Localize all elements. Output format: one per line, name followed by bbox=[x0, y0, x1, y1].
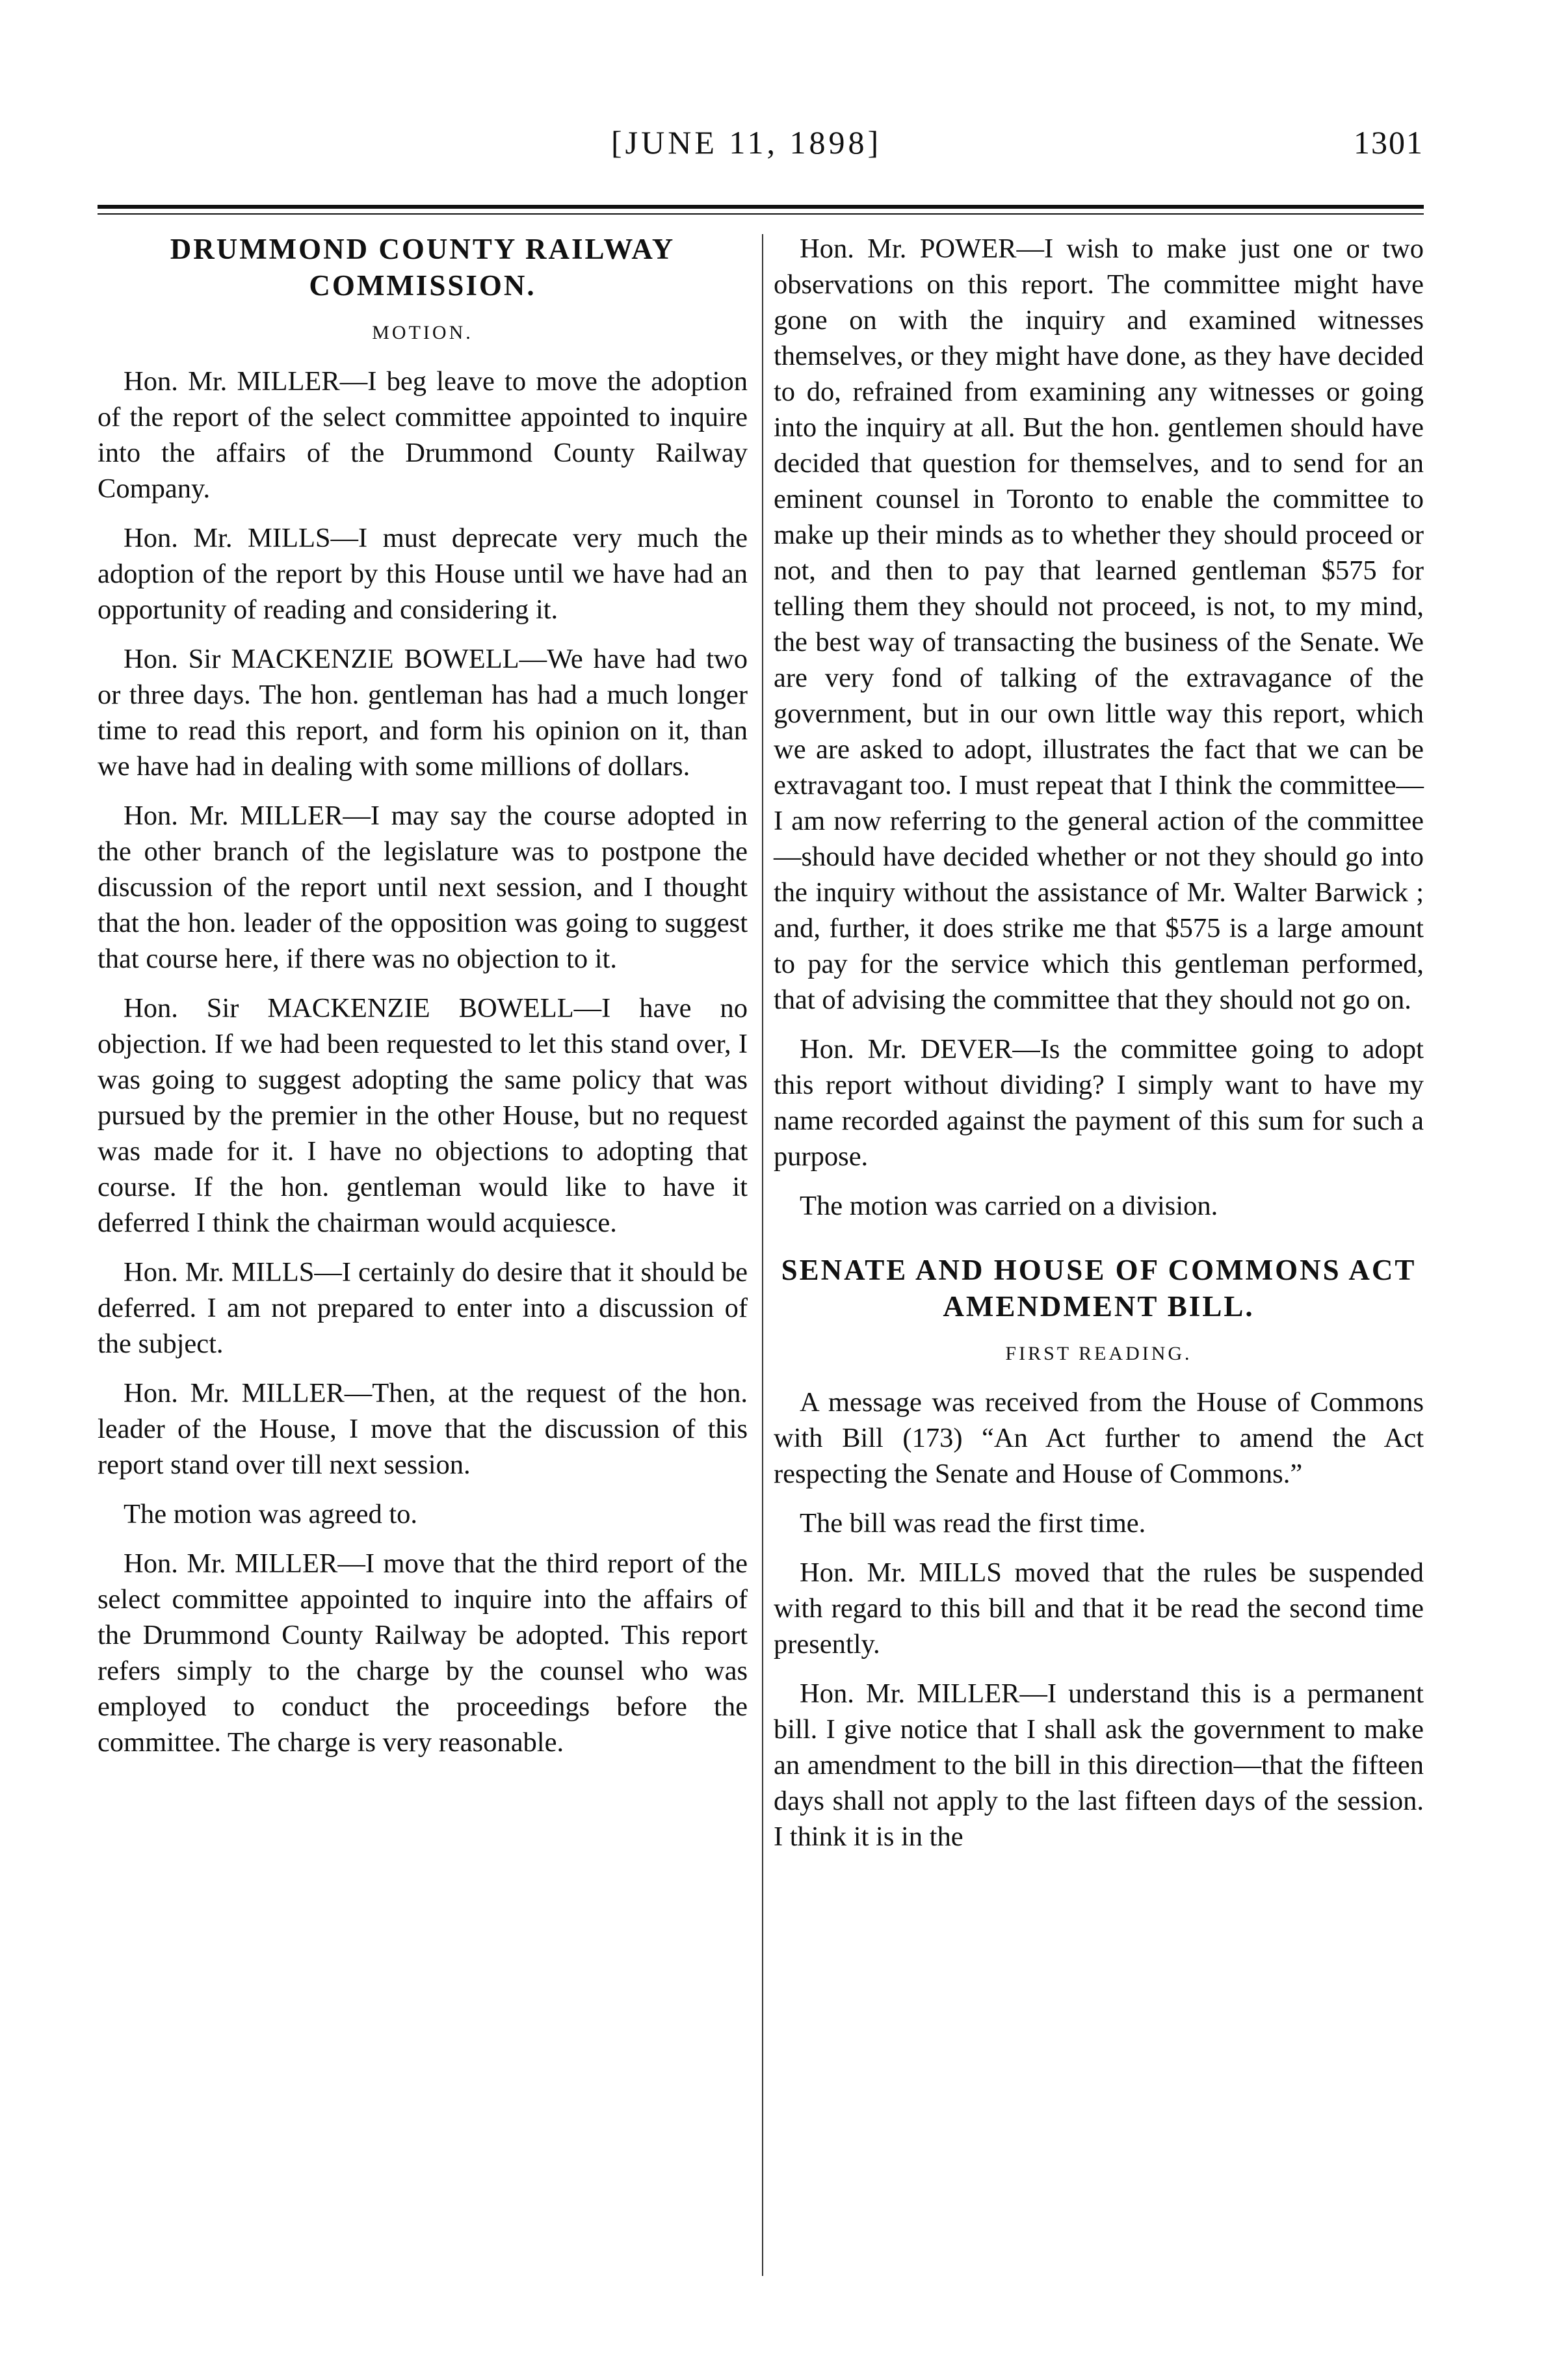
paragraph: Hon. Mr. MILLER—I beg leave to move the adoption of the report of the select committee appointed to inquire into the affairs of the Drummond County Railway Company. bbox=[98, 366, 748, 504]
paragraph: Hon. Mr. POWER—I wish to make just one or two observations on this report. The committee might have gone on with the inquiry and examined witnesses themselves, or they might have done, as they have decided to do, refrained from examining any witnesses or going into the inquiry at all. But the hon. gentlemen should have decided that question for themselves, and to send for an eminent counsel in Toronto to enable the committee to make up their minds as to whether they should proceed or not, and then to pay that learned gentleman $575 for telling them they should not proceed, is not, to my mind, the best way of transacting the business of the Senate. We are very fond of talking of the extravagance of the government, but in our own little way this report, which we are asked to adopt, illustrates the fact that we can be extravagant too. I must repeat that I think the committee—I am now referring to the general action of the committee—should have decided whether or not they should go into the inquiry without the assistance of Mr. Walter Barwick ; and, further, it does strike me that $575 is a large amount to pay for the service which this gentleman performed, that of advising the committee that they should not go on. bbox=[774, 233, 1424, 1015]
paragraph: Hon. Mr. MILLS—I must deprecate very much the adoption of the report by this House until we have had an opportunity of reading and considering it. bbox=[98, 523, 748, 625]
page-header bbox=[98, 98, 1424, 176]
header-rule-thick bbox=[98, 205, 1424, 209]
left-column bbox=[98, 231, 748, 1774]
paragraph: Hon. Mr. DEVER—Is the committee going to adopt this report without dividing? I simply want to have my name recorded against the payment of this sum for such a purpose. bbox=[774, 1034, 1424, 1172]
section-subtitle-first-reading: FIRST READING. bbox=[1005, 1343, 1192, 1364]
paragraph: Hon. Mr. MILLER—I understand this is a permanent bill. I give notice that I shall ask the government to make an amendment to the bill in this direction—that the fifteen days shall not apply to the last fifteen days of the session. I think it is in the bbox=[774, 1678, 1424, 1852]
paragraph: Hon. Sir MACKENZIE BOWELL—We have had two or three days. The hon. gentleman has had a much longer time to read this report, and form his opinion on it, than we have had in dealing with some millions of dollars. bbox=[98, 644, 748, 782]
paragraph: Hon. Sir MACKENZIE BOWELL—I have no objection. If we had been requested to let this stand over, I was going to suggest adopting the same policy that was pursued by the premier in the other House, but no request was made for it. I have no objections to adopting that course. If the hon. gentleman would like to have it deferred I think the chairman would acquiesce. bbox=[98, 993, 748, 1238]
paragraph: The motion was agreed to. bbox=[124, 1499, 418, 1529]
paragraph: Hon. Mr. MILLS—I certainly do desire that it should be deferred. I am not prepared to enter into a discussion of the subject. bbox=[98, 1257, 748, 1359]
header-rule-thin bbox=[98, 213, 1424, 215]
paragraph: Hon. Mr. MILLER—Then, at the request of the hon. leader of the House, I move that the discussion of this report stand over till next session. bbox=[98, 1378, 748, 1480]
paragraph: Hon. Mr. MILLER—I move that the third report of the select committee appointed to inquire into the affairs of the Drummond County Railway be adopted. This report refers simply to the charge by the counsel who was employed to conduct the proceedings before the committee. The charge is very reasonable. bbox=[98, 1548, 748, 1758]
right-column bbox=[774, 231, 1424, 1868]
section-subtitle-motion: MOTION. bbox=[372, 322, 473, 343]
paragraph: Hon. Mr. MILLS moved that the rules be suspended with regard to this bill and that it be read the second time presently. bbox=[774, 1557, 1424, 1659]
column-divider bbox=[762, 234, 763, 2276]
page-number: 1301 bbox=[1354, 124, 1424, 161]
section-title-senate-bill: SENATE AND HOUSE OF COMMONS ACT AMENDMENT BILL. bbox=[781, 1254, 1417, 1323]
paragraph: Hon. Mr. MILLER—I may say the course adopted in the other branch of the legislature was to postpone the discussion of the report until next session, and I thought that the hon. leader of the opposition was going to suggest that course here, if there was no objection to it. bbox=[98, 800, 748, 974]
section-title-drummond: DRUMMOND COUNTY RAILWAY COMMISSION. bbox=[170, 233, 675, 302]
paragraph: The bill was read the first time. bbox=[800, 1508, 1146, 1539]
paragraph: A message was received from the House of Commons with Bill (173) “An Act further to amend the Act respecting the Senate and House of Commons.” bbox=[774, 1387, 1424, 1489]
paragraph: The motion was carried on a division. bbox=[800, 1191, 1218, 1221]
page-date: [JUNE 11, 1898] bbox=[611, 124, 882, 161]
